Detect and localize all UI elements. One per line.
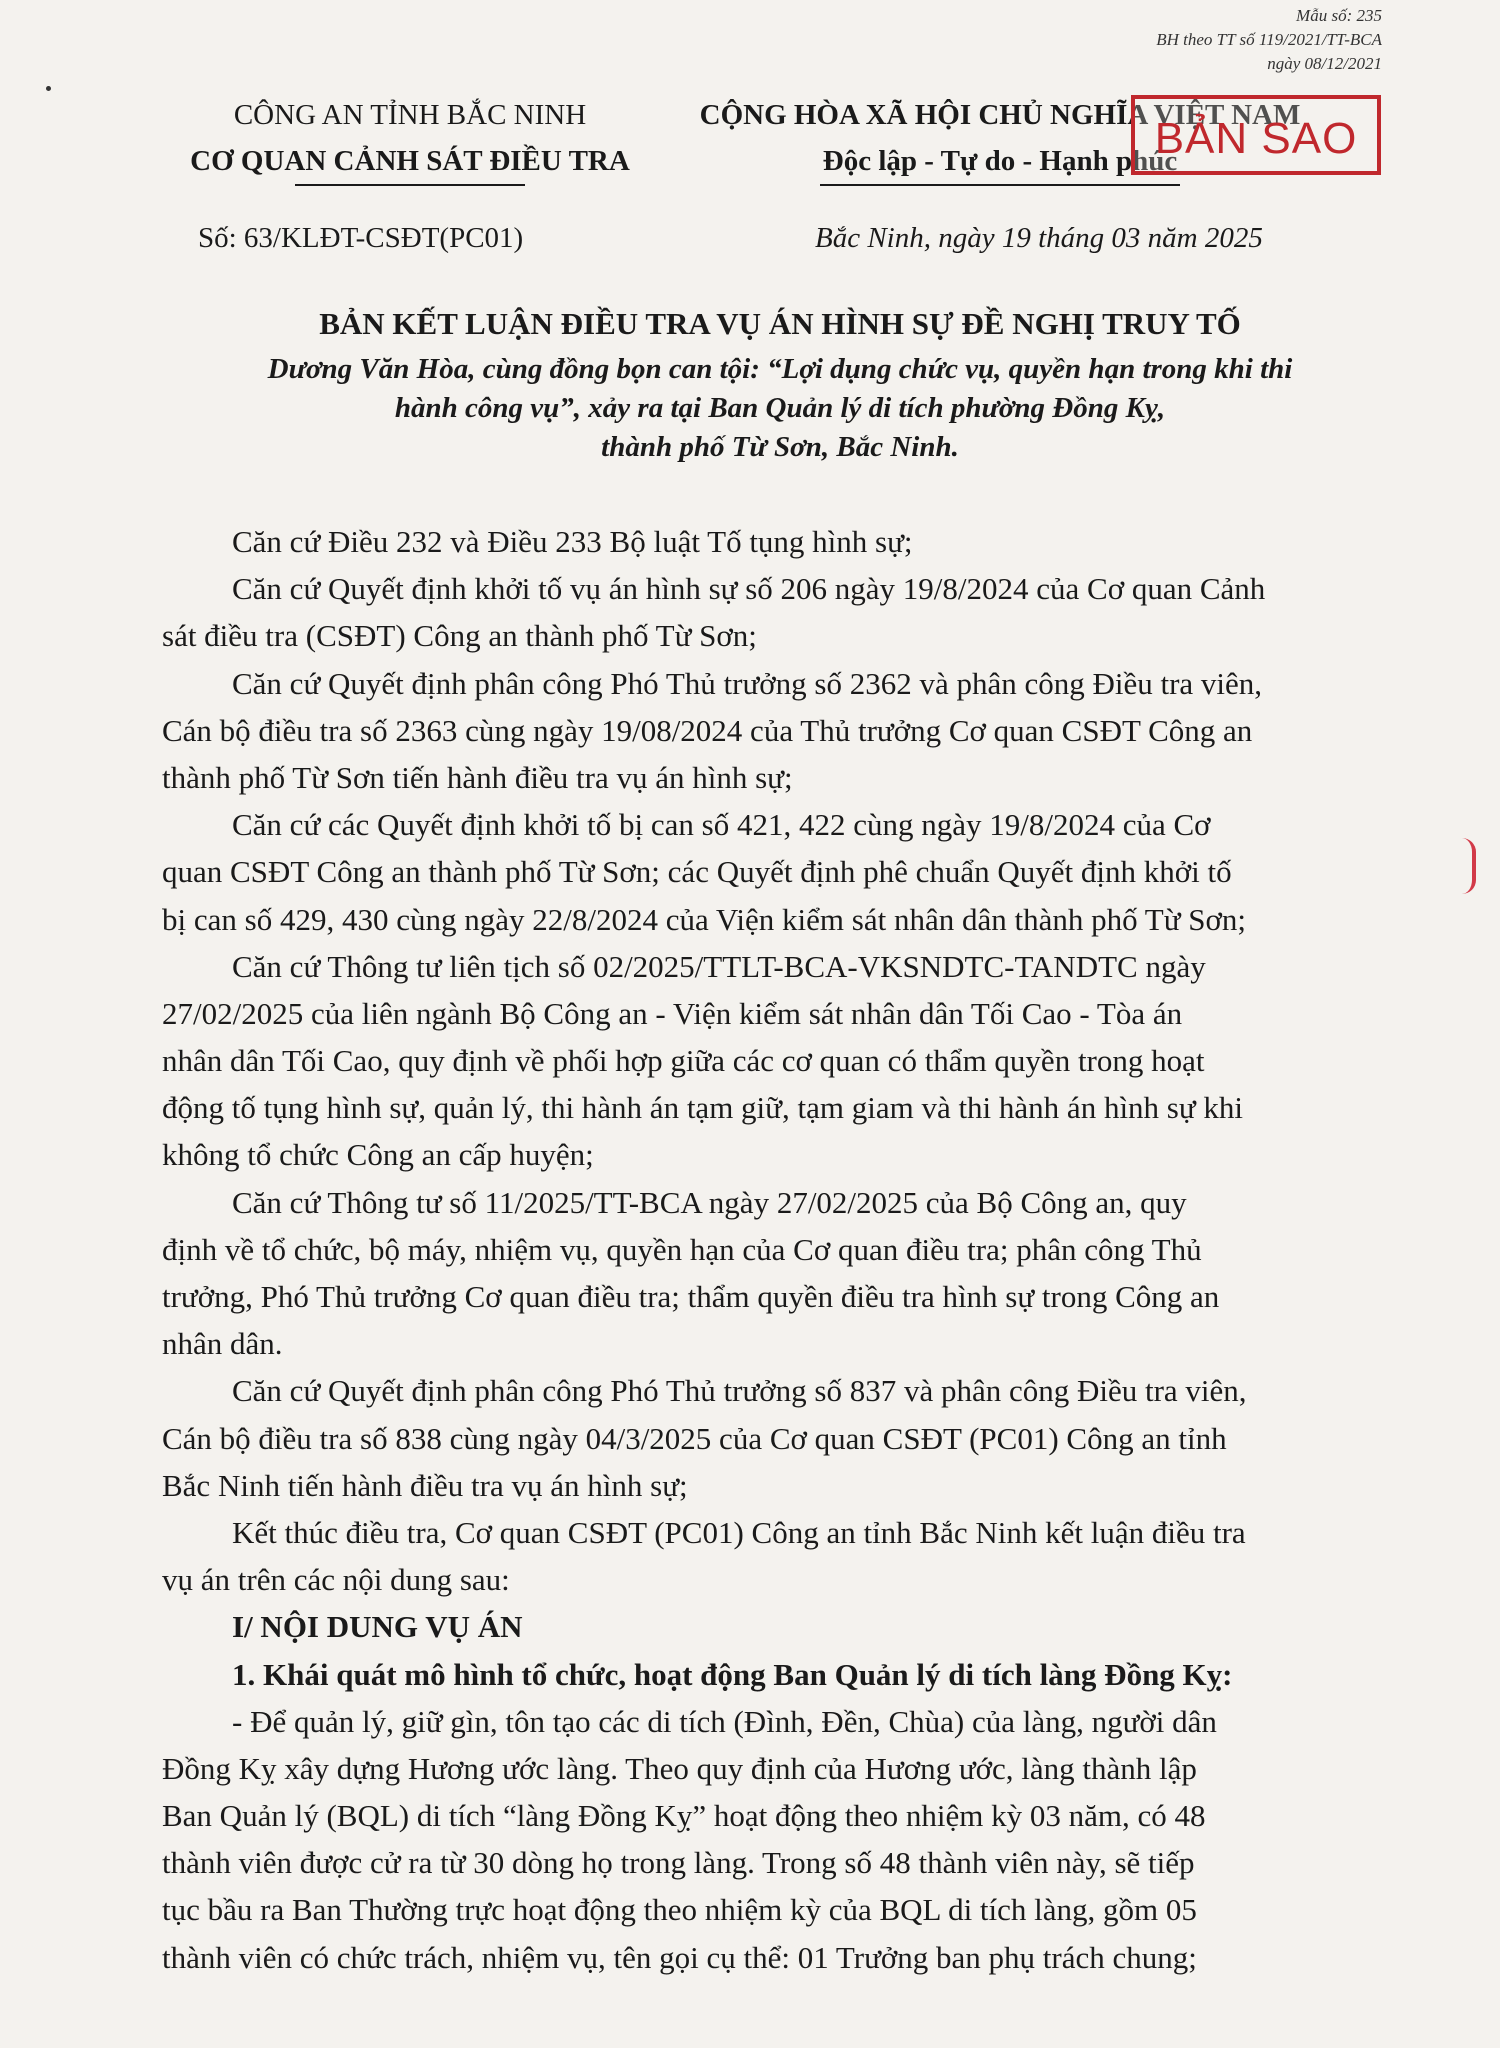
body-line: vụ án trên các nội dung sau:: [162, 1562, 510, 1598]
subtitle-line: Dương Văn Hòa, cùng đồng bọn can tội: “Lợi dụng chức vụ, quyền hạn trong khi thi: [267, 353, 1293, 385]
document-body: [162, 518, 1362, 1981]
body-line: Ban Quản lý (BQL) di tích “làng Đồng Kỵ” hoạt động theo nhiệm kỳ 03 năm, có 48: [162, 1798, 1206, 1834]
body-line: Kết thúc điều tra, Cơ quan CSĐT (PC01) Công an tỉnh Bắc Ninh kết luận điều tra: [232, 1514, 1246, 1550]
body-line: Bắc Ninh tiến hành điều tra vụ án hình sự;: [162, 1467, 688, 1503]
section-heading: I/ NỘI DUNG VỤ ÁN: [232, 1609, 523, 1645]
document-number: Số: 63/KLĐT-CSĐT(PC01): [198, 222, 524, 254]
body-line: Căn cứ các Quyết định khởi tố bị can số 421, 422 cùng ngày 19/8/2024 của Cơ: [232, 807, 1211, 843]
body-line: nhân dân.: [162, 1326, 283, 1362]
body-line: Cán bộ điều tra số 838 cùng ngày 04/3/2025 của Cơ quan CSĐT (PC01) Công an tỉnh: [162, 1420, 1227, 1456]
body-line: thành viên được cử ra từ 30 dòng họ trong làng. Trong số 48 thành viên này, sẽ tiếp: [162, 1845, 1195, 1881]
form-note-line: ngày 08/12/2021: [1267, 54, 1382, 73]
body-line: thành phố Từ Sơn tiến hành điều tra vụ án hình sự;: [162, 759, 793, 795]
subsection-heading: 1. Khái quát mô hình tổ chức, hoạt động Ban Quản lý di tích làng Đồng Kỵ:: [232, 1656, 1233, 1692]
agency-unit: CƠ QUAN CẢNH SÁT ĐIỀU TRA: [190, 145, 630, 177]
form-note-line: BH theo TT số 119/2021/TT-BCA: [1156, 30, 1382, 49]
document-subtitle: [180, 350, 1380, 467]
agency-header: [180, 92, 640, 186]
body-line: thành viên có chức trách, nhiệm vụ, tên gọi cụ thể: 01 Trưởng ban phụ trách chung;: [162, 1939, 1197, 1975]
agency-underline: [295, 184, 525, 186]
body-line: Căn cứ Thông tư số 11/2025/TT-BCA ngày 27/02/2025 của Bộ Công an, quy: [232, 1184, 1187, 1220]
body-line: Cán bộ điều tra số 2363 cùng ngày 19/08/2024 của Thủ trưởng Cơ quan CSĐT Công an: [162, 712, 1253, 748]
agency-name: CÔNG AN TỈNH BẮC NINH: [233, 99, 587, 131]
motto-underline: [820, 184, 1180, 186]
body-line: Căn cứ Quyết định phân công Phó Thủ trưởng số 837 và phân công Điều tra viên,: [232, 1373, 1247, 1409]
subtitle-line: hành công vụ”, xảy ra tại Ban Quản lý di tích phường Đồng Kỵ,: [394, 392, 1166, 424]
body-line: không tổ chức Công an cấp huyện;: [162, 1137, 594, 1173]
body-line: Căn cứ Thông tư liên tịch số 02/2025/TTLT-BCA-VKSNDTC-TANDTC ngày: [232, 948, 1206, 984]
subtitle-line: thành phố Từ Sơn, Bắc Ninh.: [601, 431, 959, 463]
form-note-line: Mẫu số: 235: [1296, 6, 1382, 25]
body-line: trưởng, Phó Thủ trưởng Cơ quan điều tra; thẩm quyền điều tra hình sự trong Công an: [162, 1279, 1220, 1314]
national-title: CỘNG HÒA XÃ HỘI CHỦ NGHĨA VIỆT NAM: [699, 99, 1301, 131]
body-line: Căn cứ Quyết định khởi tố vụ án hình sự số 206 ngày 19/8/2024 của Cơ quan Cảnh: [232, 571, 1266, 607]
body-line: Căn cứ Điều 232 và Điều 233 Bộ luật Tố tụng hình sự;: [232, 524, 913, 559]
body-line: Đồng Kỵ xây dựng Hương ước làng. Theo quy định của Hương ước, làng thành lập: [162, 1750, 1197, 1786]
body-line: định về tổ chức, bộ máy, nhiệm vụ, quyền hạn của Cơ quan điều tra; phân công Thủ: [162, 1231, 1202, 1267]
form-note: [1156, 4, 1382, 76]
body-line: bị can số 429, 430 cùng ngày 22/8/2024 của Viện kiểm sát nhân dân thành phố Từ Sơn;: [162, 901, 1247, 937]
body-line: - Để quản lý, giữ gìn, tôn tạo các di tích (Đình, Đền, Chùa) của làng, người dân: [232, 1703, 1217, 1739]
body-line: quan CSĐT Công an thành phố Từ Sơn; các Quyết định phê chuẩn Quyết định khởi tố: [162, 854, 1232, 890]
body-line: 27/02/2025 của liên ngành Bộ Công an - Viện kiểm sát nhân dân Tối Cao - Tòa án: [162, 995, 1183, 1031]
document-title: BẢN KẾT LUẬN ĐIỀU TRA VỤ ÁN HÌNH SỰ ĐỀ NGHỊ TRUY TỐ: [319, 306, 1241, 341]
body-line: động tố tụng hình sự, quản lý, thi hành án tạm giữ, tạm giam và thi hành án hình sự khi: [162, 1090, 1244, 1126]
national-motto: Độc lập - Tự do - Hạnh phúc: [822, 145, 1178, 177]
body-line: Căn cứ Quyết định phân công Phó Thủ trưởng số 2362 và phân công Điều tra viên,: [232, 665, 1263, 701]
body-line: tục bầu ra Ban Thường trực hoạt động theo nhiệm kỳ của BQL di tích làng, gồm 05: [162, 1892, 1197, 1928]
body-line: sát điều tra (CSĐT) Công an thành phố Từ Sơn;: [162, 618, 757, 654]
red-ink-mark: [1462, 838, 1476, 894]
body-line: nhân dân Tối Cao, quy định về phối hợp giữa các cơ quan có thẩm quyền trong hoạt: [162, 1043, 1205, 1079]
place-date: Bắc Ninh, ngày 19 tháng 03 năm 2025: [815, 222, 1263, 254]
speck: [46, 86, 51, 91]
copy-stamp: BẢN SAO: [1131, 95, 1381, 175]
